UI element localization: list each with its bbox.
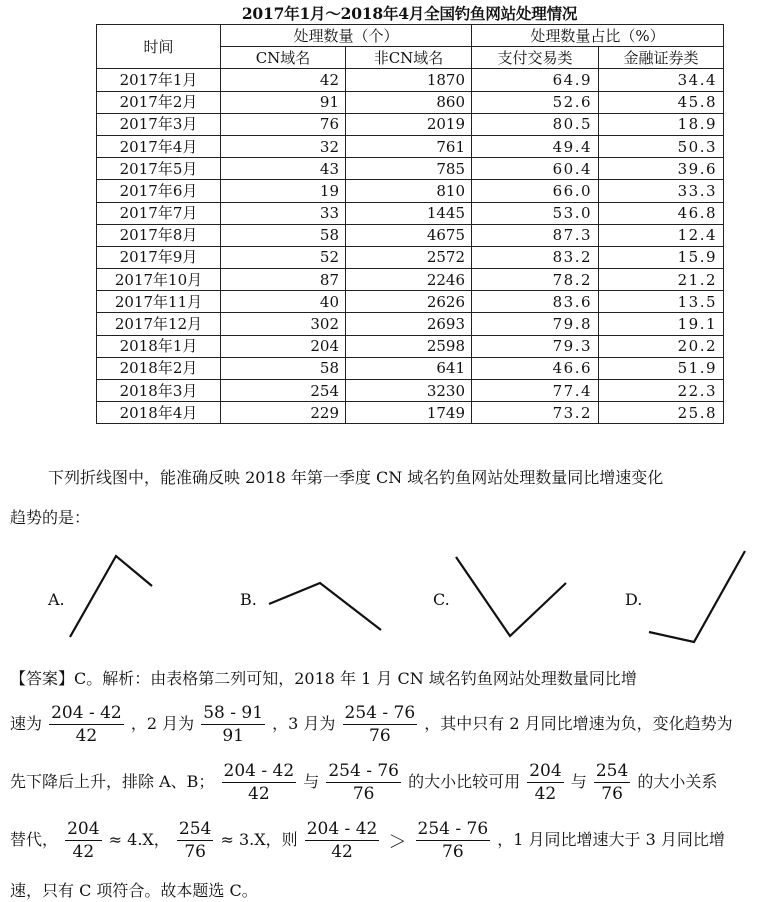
cell-non-cn: 2626: [346, 291, 472, 313]
cell-month: 2017年10月: [97, 269, 221, 291]
cell-finance: 25.8: [599, 402, 724, 424]
option-a-label: A.: [48, 590, 65, 609]
cell-month: 2017年1月: [97, 69, 221, 91]
cell-finance: 15.9: [599, 246, 724, 268]
cell-cn: 43: [221, 158, 346, 180]
cell-non-cn: 1445: [346, 202, 472, 224]
answer-line-2: 速为 $\frac{204 - 42}{42}$ ，2 月为 $\frac{58 - 91}{91}$ ，3 月为 $\frac{254 - 76}{76}$ ，其中只有 2 月同比增速为负，变化趋势为: [10, 703, 733, 746]
cell-cn: 254: [221, 380, 346, 402]
cell-finance: 22.3: [599, 380, 724, 402]
fraction-204-over-42: $\frac{204}{42}$: [67, 819, 100, 862]
option-c-label: C.: [433, 590, 450, 609]
cell-non-cn: 860: [346, 91, 472, 113]
cell-month: 2017年2月: [97, 91, 221, 113]
fraction-254-over-76: $\frac{254}{76}$: [595, 761, 629, 804]
cell-finance: 19.1: [599, 313, 724, 335]
cell-cn: 229: [221, 402, 346, 424]
fraction-jan-growth: $\frac{204 - 42}{42}$: [223, 761, 295, 804]
cell-non-cn: 2572: [346, 246, 472, 268]
cell-month: 2017年4月: [97, 135, 221, 157]
cell-finance: 51.9: [599, 357, 724, 379]
header-non-cn: 非CN域名: [346, 47, 472, 69]
cell-non-cn: 810: [346, 180, 472, 202]
cell-month: 2017年6月: [97, 180, 221, 202]
cell-cn: 42: [221, 69, 346, 91]
cell-payment: 83.2: [472, 246, 599, 268]
fraction-254-over-76: $\frac{254}{76}$: [178, 819, 212, 862]
cell-cn: 76: [221, 113, 346, 135]
cell-finance: 33.3: [599, 180, 724, 202]
fraction-jan-growth: $\frac{204 - 42}{42}$: [51, 703, 122, 746]
cell-non-cn: 2019: [346, 113, 472, 135]
cell-non-cn: 2693: [346, 313, 472, 335]
cell-payment: 79.8: [472, 313, 599, 335]
cell-month: 2017年11月: [97, 291, 221, 313]
cell-non-cn: 4675: [346, 224, 472, 246]
cell-non-cn: 785: [346, 158, 472, 180]
fraction-mar-growth: $\frac{254 - 76}{76}$: [328, 761, 399, 804]
header-time: 时间: [97, 25, 221, 69]
cell-payment: 77.4: [472, 380, 599, 402]
answer-line-4: 替代， $\frac{204}{42}$ ≈ 4.X， $\frac{254}{76}$ ≈ 3.X，则 $\frac{204 - 42}{42}$ ＞ $\frac{254 - 76}{76}$ ，1 月同比增速大于 3 月同比增: [10, 819, 725, 862]
cell-non-cn: 2246: [346, 269, 472, 291]
option-b-label: B.: [240, 590, 257, 609]
header-count-group: 处理数量（个）: [221, 25, 472, 47]
cell-finance: 39.6: [599, 158, 724, 180]
cell-finance: 13.5: [599, 291, 724, 313]
cell-finance: 12.4: [599, 224, 724, 246]
cell-finance: 45.8: [599, 91, 724, 113]
answer-line-5: 速，只有 C 项符合。故本题选 C。: [10, 881, 258, 900]
cell-month: 2018年2月: [97, 357, 221, 379]
cell-month: 2018年4月: [97, 402, 221, 424]
cell-payment: 53.0: [472, 202, 599, 224]
cell-payment: 79.3: [472, 335, 599, 357]
cell-non-cn: 2598: [346, 335, 472, 357]
cell-non-cn: 641: [346, 357, 472, 379]
answer-line-3: 先下降后上升，排除 A、B； $\frac{204 - 42}{42}$ 与 $\frac{254 - 76}{76}$ 的大小比较可用 $\frac{204}{42}$ 与 $\frac{254}{76}$ 的大小关系: [10, 761, 718, 804]
cell-non-cn: 1870: [346, 69, 472, 91]
cell-cn: 32: [221, 135, 346, 157]
cell-month: 2017年3月: [97, 113, 221, 135]
cell-finance: 34.4: [599, 69, 724, 91]
fraction-feb-growth: $\frac{58 - 91}{91}$: [203, 703, 264, 746]
cell-cn: 58: [221, 357, 346, 379]
cell-finance: 20.2: [599, 335, 724, 357]
greater-than-sign: ＞: [388, 831, 407, 853]
cell-month: 2017年9月: [97, 246, 221, 268]
cell-month: 2017年8月: [97, 224, 221, 246]
fraction-mar-growth: $\frac{254 - 76}{76}$: [344, 703, 416, 746]
cell-month: 2018年1月: [97, 335, 221, 357]
cell-payment: 49.4: [472, 135, 599, 157]
cell-payment: 78.2: [472, 269, 599, 291]
cell-cn: 19: [221, 180, 346, 202]
cell-month: 2017年7月: [97, 202, 221, 224]
header-ratio-group: 处理数量占比（%）: [472, 25, 724, 47]
header-cn: CN域名: [221, 47, 346, 69]
cell-payment: 60.4: [472, 158, 599, 180]
cell-payment: 64.9: [472, 69, 599, 91]
header-finance: 金融证券类: [599, 47, 724, 69]
question-text-line1: 下列折线图中，能准确反映 2018 年第一季度 CN 域名钓鱼网站处理数量同比增速变化: [48, 468, 664, 487]
cell-payment: 66.0: [472, 180, 599, 202]
cell-finance: 46.8: [599, 202, 724, 224]
cell-finance: 50.3: [599, 135, 724, 157]
cell-month: 2018年3月: [97, 380, 221, 402]
answer-line-1: 【答案】C。解析：由表格第二列可知，2018 年 1 月 CN 域名钓鱼网站处理数量同比增: [10, 669, 637, 688]
cell-non-cn: 761: [346, 135, 472, 157]
fraction-mar-growth: $\frac{254 - 76}{76}$: [417, 819, 489, 862]
header-payment: 支付交易类: [472, 47, 599, 69]
cell-payment: 52.6: [472, 91, 599, 113]
table-title: 2017年1月～2018年4月全国钓鱼网站处理情况: [241, 4, 578, 23]
cell-payment: 87.3: [472, 224, 599, 246]
cell-cn: 87: [221, 269, 346, 291]
question-text-line2: 趋势的是：: [10, 508, 91, 527]
cell-finance: 21.2: [599, 269, 724, 291]
cell-cn: 302: [221, 313, 346, 335]
cell-payment: 73.2: [472, 402, 599, 424]
cell-cn: 204: [221, 335, 346, 357]
cell-month: 2017年5月: [97, 158, 221, 180]
cell-payment: 83.6: [472, 291, 599, 313]
cell-cn: 52: [221, 246, 346, 268]
fraction-jan-growth: $\frac{204 - 42}{42}$: [306, 819, 378, 862]
cell-cn: 91: [221, 91, 346, 113]
cell-payment: 80.5: [472, 113, 599, 135]
cell-non-cn: 3230: [346, 380, 472, 402]
cell-month: 2017年12月: [97, 313, 221, 335]
option-d-label: D.: [625, 590, 643, 609]
cell-cn: 58: [221, 224, 346, 246]
cell-cn: 33: [221, 202, 346, 224]
cell-payment: 46.6: [472, 357, 599, 379]
cell-cn: 40: [221, 291, 346, 313]
cell-finance: 18.9: [599, 113, 724, 135]
fraction-204-over-42: $\frac{204}{42}$: [529, 761, 562, 804]
cell-non-cn: 1749: [346, 402, 472, 424]
